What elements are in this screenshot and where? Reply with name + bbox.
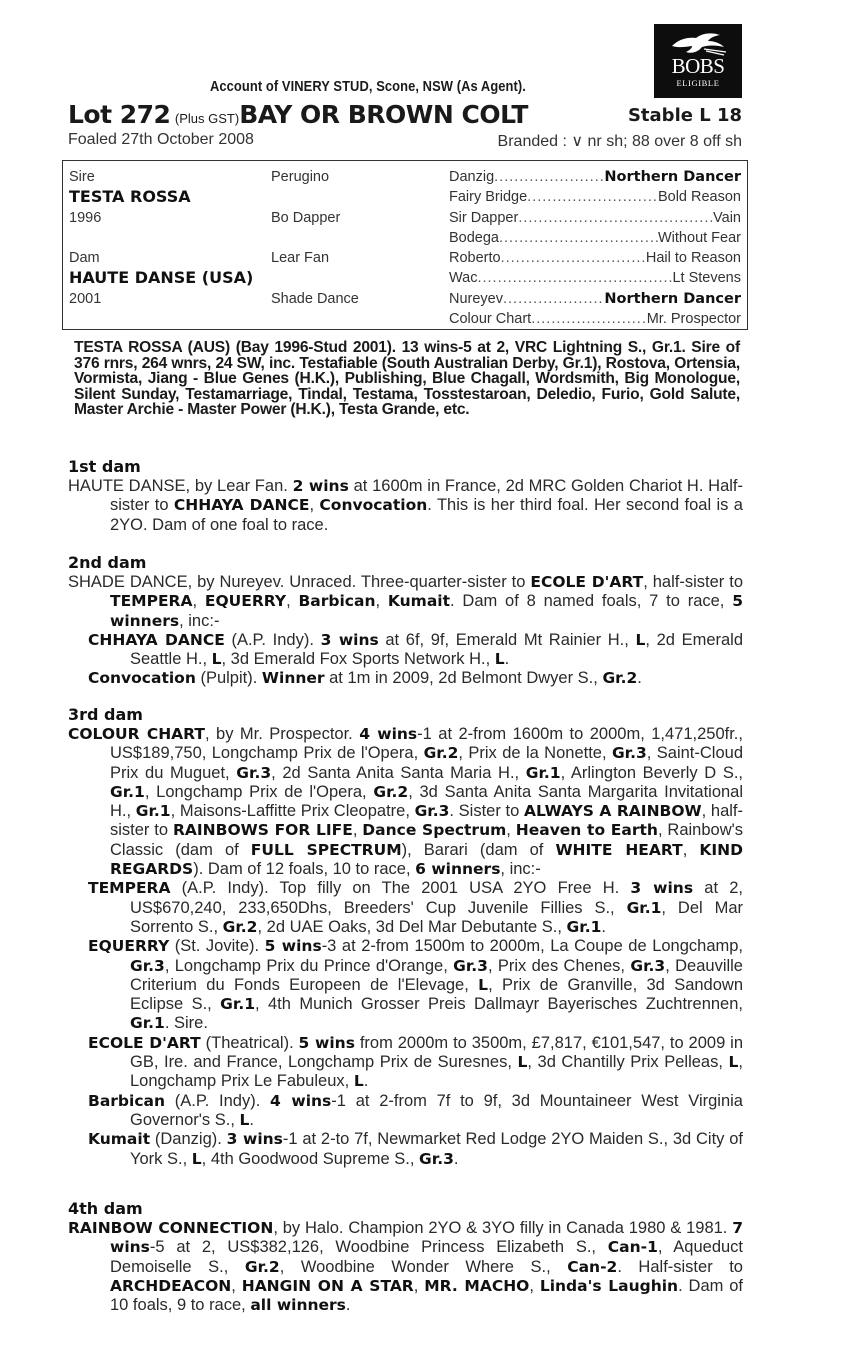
bold-text: Kumait <box>387 592 450 611</box>
bold-text: 2 wins <box>292 477 349 495</box>
dot-leader <box>531 309 647 329</box>
bold-text: RAINBOW CONNECTION <box>68 1219 274 1237</box>
text: -3 at 2-from 1500m to 2000m, La Coupe de Longchamp, <box>321 937 744 956</box>
text: , Del Mar Sorrento S., <box>130 898 743 936</box>
dam-entry <box>68 573 743 631</box>
bold-text: Convocation <box>319 496 428 515</box>
dot-leader <box>518 208 713 228</box>
dam-entry <box>68 725 743 879</box>
produce-entry <box>88 1034 743 1092</box>
foaled-date: Foaled 27th October 2008 <box>68 131 254 148</box>
produce-entry <box>88 1130 743 1169</box>
bold-text: ARCHDEACON <box>110 1276 232 1295</box>
text: , Prix de la Nonette, <box>458 744 612 763</box>
bold-text: Kumait <box>88 1130 151 1149</box>
parent-name: HAUTE DANSE (USA) <box>69 268 254 288</box>
bold-text: ECOLE D'ART <box>88 1033 201 1052</box>
dot-leader <box>499 228 658 248</box>
text: (Theatrical). <box>200 1033 299 1052</box>
ancestor-row <box>449 167 741 187</box>
text: , <box>286 592 299 611</box>
bold-text: WHITE HEART <box>555 840 683 859</box>
produce-entry <box>88 1092 743 1131</box>
text: , 3d Chantilly Prix Pelleas, <box>527 1053 729 1072</box>
text: . Dam of 10 foals, 9 to race, <box>110 1276 743 1315</box>
text: ), Barari (dam of <box>401 840 556 859</box>
bold-text: Gr.1 <box>130 1014 165 1033</box>
text: (Danzig). <box>150 1130 227 1149</box>
text: , by Halo. Champion 2YO & 3YO filly in Canada 1980 & 1981. <box>273 1219 733 1237</box>
pedigree-label: 2001 <box>69 290 102 307</box>
text: , Woodbine Wonder Where S., <box>279 1257 568 1276</box>
bold-text: FULL SPECTRUM <box>250 840 402 859</box>
ancestor-sire: Hail to Reason <box>645 250 741 267</box>
bold-text: 7 wins <box>110 1219 743 1257</box>
bold-text: L <box>239 1110 250 1129</box>
pedigree-row <box>69 167 439 187</box>
ancestor-row <box>449 309 741 329</box>
bold-text: Gr.3 <box>414 802 450 821</box>
text: . <box>601 917 606 936</box>
text: , Aqueduct Demoiselle S., <box>110 1238 744 1276</box>
pedigree-label: Dam <box>69 250 100 267</box>
horse-head-icon <box>668 30 728 56</box>
bold-text: RAINBOWS FOR LIFE <box>172 821 353 840</box>
text: , half-sister to <box>643 573 743 591</box>
ancestor-row <box>449 268 741 288</box>
pedigree-row <box>69 289 439 309</box>
bold-text: Gr.1 <box>525 763 561 782</box>
text: , 4th Goodwood Supreme S., <box>201 1149 420 1168</box>
bold-text: Gr.1 <box>135 802 171 821</box>
text: , 4th Munich Grosser Preis Dallmayr Bayerisches Zuchtrennen, <box>255 995 743 1014</box>
bold-text: Gr.1 <box>566 917 602 936</box>
bold-text: 4 wins <box>270 1091 332 1110</box>
pedigree-label: 1996 <box>69 209 102 226</box>
text: (A.P. Indy). <box>224 630 321 649</box>
pedigree-right-column <box>449 167 741 329</box>
text: at 1600m in France, 2d MRC Golden Chariot H. Half-sister to <box>110 477 743 515</box>
ancestor-sire: Northern Dancer <box>604 169 741 185</box>
bold-text: L <box>728 1053 739 1072</box>
pedigree-left-columns <box>69 167 439 329</box>
text: at 2, US$670,240, 233,650Dhs, Breeders' Cup Juvenile Fillies S., <box>130 879 743 917</box>
text: , 3d Emerald Fox Sports Network H., <box>221 650 495 669</box>
text: at 6f, 9f, Emerald Mt Rainier H., <box>378 630 636 649</box>
text: . <box>345 1296 351 1315</box>
bold-text: COLOUR CHART <box>68 725 205 743</box>
pedigree-row <box>69 309 439 329</box>
text: . This is her third foal. Her second foal is a 2YO. Dam of one foal to race. <box>110 496 743 534</box>
text: , Deauville Criterium du Fonds Europeen de l'Elevage, <box>130 956 743 994</box>
ancestor-name: Wac <box>449 270 478 287</box>
bold-text: 3 wins <box>320 630 379 649</box>
text: (St. Jovite). <box>169 937 265 956</box>
text: , <box>309 496 320 515</box>
bold-text: Gr.3 <box>453 956 488 975</box>
pedigree-row <box>69 248 439 268</box>
section-title: 4th dam <box>68 1199 143 1218</box>
bold-text: L <box>635 630 646 649</box>
second-dam-section <box>68 553 743 689</box>
text: , Longchamp Prix de l'Opera, <box>144 782 374 801</box>
text: , half-sister to <box>110 802 743 840</box>
ancestor-sire: Vain <box>713 209 741 226</box>
bold-text: Gr.1 <box>110 782 145 801</box>
text: , <box>375 592 388 611</box>
produce-entry <box>88 879 743 937</box>
bold-text: CHHAYA DANCE <box>173 496 310 515</box>
bold-text: MR. MACHO <box>424 1276 530 1295</box>
text: (A.P. Indy). Top filly on The 2001 USA 2YO Free H. <box>170 879 631 898</box>
grandparent-name: Shade Dance <box>271 290 359 307</box>
text: , Longchamp Prix Le Fabuleux, <box>130 1053 743 1091</box>
text: , 2d Santa Anita Santa Maria H., <box>271 763 526 782</box>
text: HAUTE DANSE, by Lear Fan. <box>68 477 293 495</box>
gst-note: (Plus GST) <box>174 111 240 126</box>
ancestor-name: Bodega <box>449 229 499 246</box>
text: . <box>504 650 510 669</box>
bobs-eligible-logo <box>654 24 742 98</box>
pedigree-table <box>62 160 748 330</box>
text: , Prix de Granville, 3d Sandown Eclipse S., <box>130 975 744 1014</box>
text: -1 at 2-from 1600m to 2000m, 1,471,250fr., US$189,750, Longchamp Prix de l'Opera, <box>110 725 743 763</box>
bold-text: Gr.2 <box>222 917 258 936</box>
text: , 2d UAE Oaks, 3d Del Mar Debutante S., <box>257 917 567 936</box>
text: at 1m in 2009, 2d Belmont Dwyer S., <box>324 669 603 688</box>
bold-text: HANGIN ON A STAR <box>241 1276 414 1295</box>
text: from 2000m to 3500m, £7,817, €101,547, to 2009 in GB, Ire. and France, Longchamp Prix de Suresnes, <box>130 1033 743 1072</box>
text: . <box>453 1149 459 1168</box>
bold-text: EQUERRY <box>88 937 170 956</box>
bold-text: TEMPERA <box>110 592 193 611</box>
pedigree-row <box>69 187 439 207</box>
ancestor-sire: Bold Reason <box>657 189 741 206</box>
section-title: 2nd dam <box>68 553 147 572</box>
text: -5 at 2, US$382,126, Woodbine Princess Elizabeth S., <box>149 1238 608 1257</box>
bold-text: Gr.2 <box>244 1257 280 1276</box>
text: , <box>231 1276 242 1295</box>
section-title: 3rd dam <box>68 705 143 724</box>
ancestor-name: Danzig <box>449 169 495 185</box>
first-dam-section <box>68 457 743 535</box>
ancestor-sire: Without Fear <box>658 229 741 246</box>
ancestor-row <box>449 187 741 207</box>
pedigree-label: Sire <box>69 169 95 185</box>
parent-name: TESTA ROSSA <box>69 187 191 207</box>
ancestor-row <box>449 289 741 309</box>
text: (Pulpit). <box>195 669 262 688</box>
bold-text: Gr.1 <box>220 995 256 1014</box>
text: . Sire. <box>164 1014 208 1033</box>
text: , 3d Santa Anita Santa Margarita Invitational H., <box>110 782 744 821</box>
text: , Prix des Chenes, <box>487 956 631 975</box>
ancestor-row <box>449 208 741 228</box>
grandparent-name: Bo Dapper <box>271 209 341 226</box>
bold-text: 6 winners <box>415 860 501 879</box>
text: -1 at 2-to 7f, Newmarket Red Lodge 2YO Maiden S., 3d City of York S., <box>130 1130 743 1168</box>
ancestor-name: Nureyev <box>449 290 503 307</box>
bold-text: Heaven to Earth <box>515 821 658 840</box>
bold-text: Winner <box>261 669 325 688</box>
bold-text: Gr.3 <box>130 956 165 975</box>
bold-text: L <box>478 975 489 994</box>
grandparent-name: Lear Fan <box>271 250 330 267</box>
bold-text: Convocation <box>88 669 196 688</box>
bold-text: Linda's Laughin <box>539 1276 679 1295</box>
bold-text: all winners <box>250 1296 346 1315</box>
bold-text: Gr.3 <box>236 763 272 782</box>
logo-text-eligible: ELIGIBLE <box>676 78 720 88</box>
text: , inc:- <box>179 611 220 630</box>
text: SHADE DANCE, by Nureyev. Unraced. Three-quarter-sister to <box>68 573 531 591</box>
bold-text: 4 wins <box>359 725 418 743</box>
text: , <box>506 821 516 840</box>
text: . <box>249 1110 255 1129</box>
lot-number: Lot 272 <box>68 100 171 129</box>
text: ). Dam of 12 foals, 10 to race, <box>193 860 416 879</box>
text: , Arlington Beverly D S., <box>560 763 744 782</box>
bold-text: L <box>353 1072 364 1091</box>
produce-entry <box>88 669 743 688</box>
bold-text: CHHAYA DANCE <box>88 630 225 649</box>
bold-text: Barbican <box>298 592 376 611</box>
text: (A.P. Indy). <box>165 1091 271 1110</box>
bold-text: Can-1 <box>607 1238 658 1257</box>
bold-text: L <box>517 1053 528 1072</box>
bold-text: ECOLE D'ART <box>530 573 644 591</box>
pedigree-row <box>69 268 439 288</box>
text: , inc:- <box>500 860 541 879</box>
text: , <box>192 592 205 611</box>
dot-leader <box>527 187 658 207</box>
ancestor-row <box>449 248 741 268</box>
text: . <box>637 669 642 688</box>
text: -1 at 2-from 7f to 9f, 3d Mountaineer West Virginia Governor's S., <box>130 1091 743 1129</box>
dam-entry <box>68 1219 743 1315</box>
text: , Saint-Cloud Prix du Muguet, <box>110 744 743 782</box>
third-dam-section <box>68 705 743 1169</box>
ancestor-sire: Mr. Prospector <box>646 311 741 328</box>
bold-text: L <box>494 650 505 669</box>
text: , <box>682 840 700 859</box>
bold-text: 5 wins <box>298 1033 355 1052</box>
bold-text: Gr.2 <box>602 669 638 688</box>
stable-location: Stable L 18 <box>627 105 742 126</box>
text: , Rainbow's Classic (dam of <box>110 821 744 859</box>
bold-text: Gr.2 <box>373 782 409 801</box>
bold-text: L <box>211 650 222 669</box>
text: , <box>529 1276 540 1295</box>
horse-description: BAY OR BROWN COLT <box>239 100 528 129</box>
logo-text-bobs: BOBS <box>671 54 725 78</box>
text: . Dam of 8 named foals, 7 to race, <box>450 592 733 611</box>
pedigree-row <box>69 228 439 248</box>
bold-text: TEMPERA <box>88 879 171 898</box>
ancestor-name: Colour Chart <box>449 311 532 328</box>
ancestor-name: Roberto <box>449 250 501 267</box>
bold-text: Gr.2 <box>423 744 459 763</box>
bold-text: L <box>191 1149 202 1168</box>
dot-leader <box>477 268 672 288</box>
pedigree-row <box>69 208 439 228</box>
dam-entry <box>68 477 743 535</box>
produce-entry <box>88 937 743 1033</box>
fourth-dam-section <box>68 1199 743 1315</box>
bold-text: KIND REGARDS <box>110 840 743 879</box>
bold-text: Dance Spectrum <box>362 821 507 840</box>
dot-leader <box>494 167 604 187</box>
ancestor-row <box>449 228 741 248</box>
ancestor-name: Fairy Bridge <box>449 189 528 206</box>
text: . Half-sister to <box>617 1257 743 1276</box>
bold-text: 5 wins <box>264 937 322 956</box>
bold-text: 3 wins <box>226 1130 283 1149</box>
bold-text: Gr.1 <box>626 898 662 917</box>
ancestor-sire: Lt Stevens <box>672 270 741 287</box>
grandparent-name: Perugino <box>271 169 330 185</box>
text: , Maisons-Laffitte Prix Cleopatre, <box>170 802 415 821</box>
ancestor-sire: Northern Dancer <box>604 290 741 307</box>
text: . <box>363 1072 369 1091</box>
text: , <box>413 1276 425 1295</box>
brand-marks: Branded : ∨ nr sh; 88 over 8 off sh <box>497 133 742 150</box>
bold-text: Barbican <box>88 1091 166 1110</box>
bold-text: Gr.3 <box>630 956 666 975</box>
bold-text: Gr.3 <box>611 744 647 763</box>
text: , Longchamp Prix du Prince d'Orange, <box>164 956 454 975</box>
section-title: 1st dam <box>68 457 141 476</box>
sire-summary: TESTA ROSSA (AUS) (Bay 1996-Stud 2001). 13 wins-5 at 2, VRC Lightning S., Gr.1. Sire of 376 rnrs, 264 wnrs, 24 SW, inc. Testafiable (South Australian Derby, Gr.1), Rostova, Ortensia, Vormista, Jiang - Blue Genes (H.K.), Publishing, Blue Chagall, Wordsmith, Big Monologue, Silent Sunday, Testamarriage, Tindal, Testama, Tosstestaroan, Deledio, Furio, Gold Salute, Master Archie - Master Power (H.K.), Testa Grande, etc. <box>74 339 740 418</box>
text: , 2d Emerald Seattle H., <box>130 630 744 669</box>
bold-text: 3 wins <box>630 879 694 898</box>
bold-text: ALWAYS A RAINBOW <box>523 802 702 821</box>
text: . Sister to <box>449 802 524 821</box>
text: , <box>352 821 363 840</box>
vendor-account: Account of VINERY STUD, Scone, NSW (As Agent). <box>210 78 526 95</box>
ancestor-name: Sir Dapper <box>449 209 519 226</box>
bold-text: 5 winners <box>110 592 744 630</box>
bold-text: Can-2 <box>567 1257 618 1276</box>
bold-text: Gr.3 <box>419 1149 454 1168</box>
bold-text: EQUERRY <box>204 592 287 611</box>
dot-leader <box>503 289 604 309</box>
dot-leader <box>501 248 646 268</box>
text: , by Mr. Prospector. <box>205 725 360 743</box>
produce-entry <box>88 631 743 670</box>
lot-header <box>68 100 742 128</box>
